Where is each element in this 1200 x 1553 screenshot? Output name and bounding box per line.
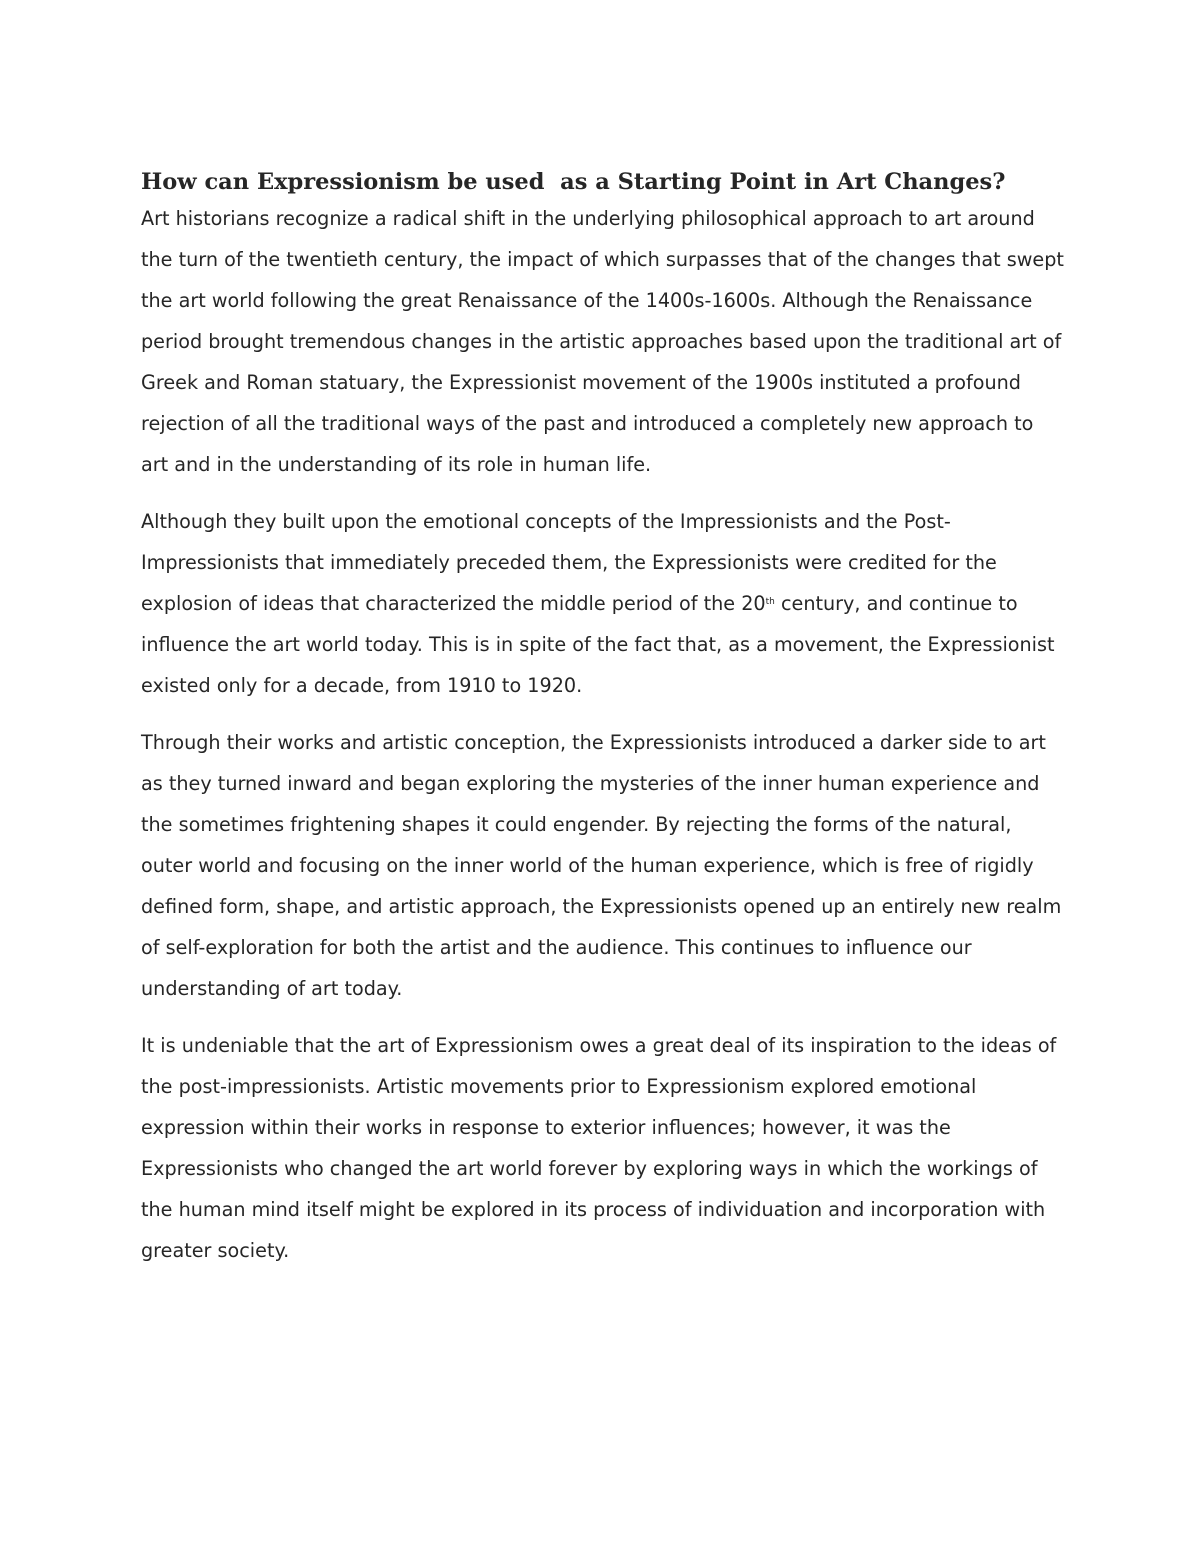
paragraph-3: Through their works and artistic conception, the Expressionists introduced a darker side to art as they turned inward and began exploring the mysteries of the inner human experience and the sometimes frightening shapes it could engender. By rejecting the forms of the natural, outer world and focusing on the inner world of the human experience, which is free of rigidly defined form, shape, and artistic approach, the Expressionists opened up an entirely new realm of self-exploration for both the artist and the audience. This continues to influence our understanding of art today.: [141, 731, 1062, 1000]
document-title: How can Expressionism be used as a Starting Point in Art Changes?: [141, 169, 1006, 195]
paragraph-2: [141, 501, 1065, 706]
paragraph-1: Art historians recognize a radical shift in the underlying philosophical approach to art around the turn of the twentieth century, the impact of which surpasses that of the changes that swept the art world following the great Renaissance of the 1400s-1600s. Although the Renaissance period brought tremendous changes in the artistic approaches based upon the traditional art of Greek and Roman statuary, the Expressionist movement of the 1900s instituted a profound rejection of all the traditional ways of the past and introduced a completely new approach to art and in the understanding of its role in human life.: [141, 207, 1064, 476]
document-body: [141, 166, 1065, 1287]
ordinal-superscript: th: [765, 597, 775, 607]
paragraph-4: It is undeniable that the art of Expressionism owes a great deal of its inspiration to the ideas of the post-impressionists. Artistic movements prior to Expressionism explored emotional expression within their works in response to exterior influences; however, it was the Expressionists who changed the art world forever by exploring ways in which the workings of the human mind itself might be explored in its process of individuation and incorporation with greater society.: [141, 1034, 1057, 1262]
paragraph-2-text-end: century, and continue to influence the art world today. This is in spite of the fact that, as a movement, the Expressionist existed only for a decade, from 1910 to 1920.: [141, 592, 1055, 697]
paragraph-2-text-start: Although they built upon the emotional concepts of the Impressionists and the Post-Impressionists that immediately preceded them, the Expressionists were credited for the explosion of ideas that characterized the middle period of the 20: [141, 510, 997, 615]
